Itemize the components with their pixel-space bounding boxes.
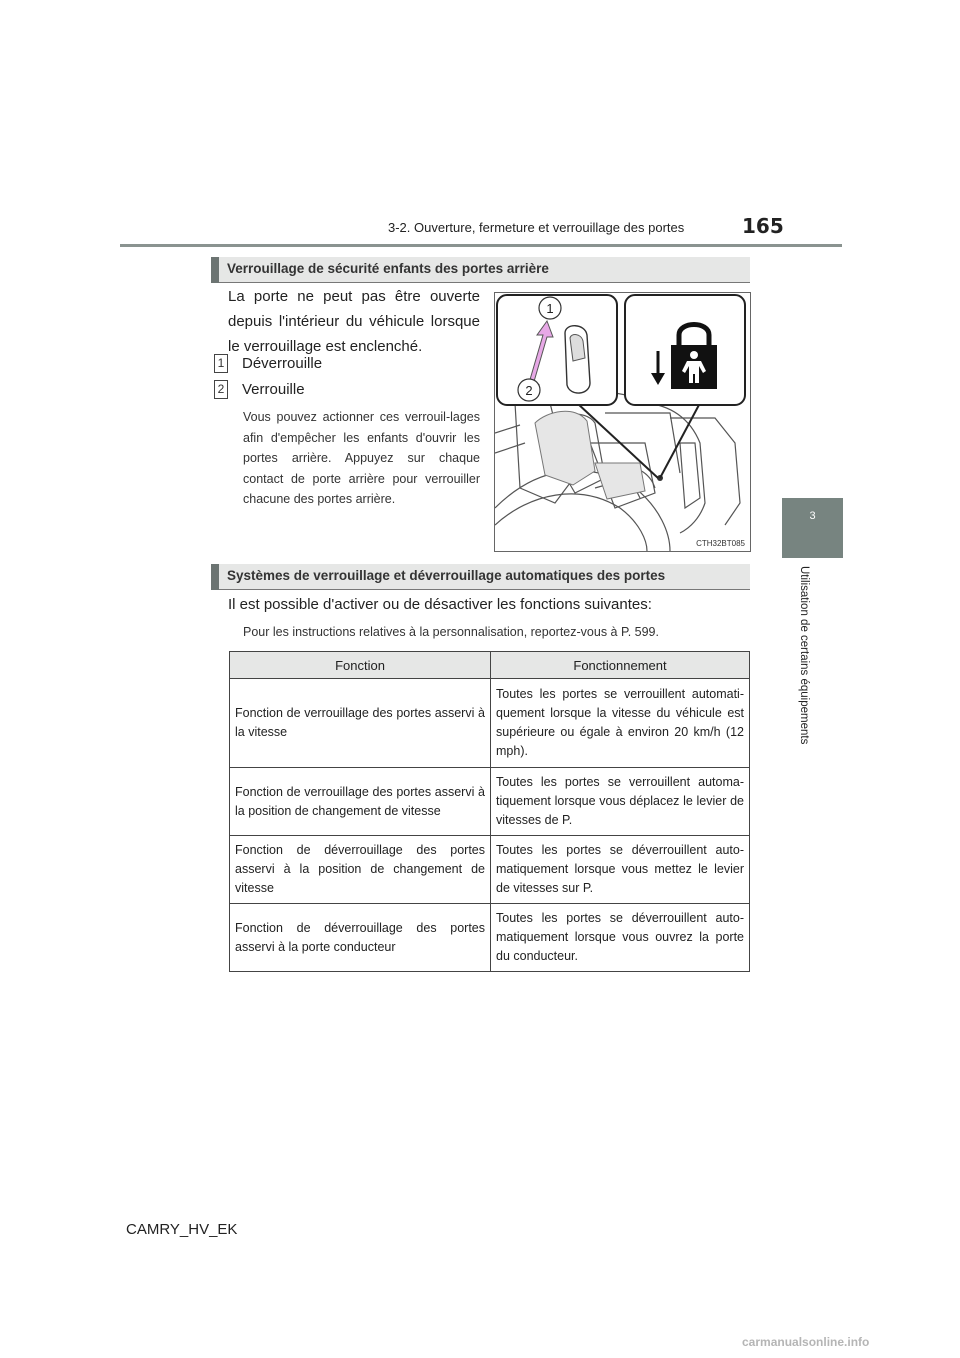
- table-cell-function: Fonction de déverrouillage des portes asservi à la position de changement de vitesse: [230, 836, 491, 904]
- watermark-text: carmanualsonline.info: [742, 1335, 870, 1349]
- auto-lock-heading-text: Systèmes de verrouillage et déverrouillage automatiques des portes: [227, 568, 666, 583]
- auto-lock-heading: [211, 564, 750, 590]
- list-item-label: Verrouille: [242, 381, 305, 398]
- child-lock-illustration: [494, 292, 751, 552]
- page-number: 165: [742, 214, 784, 238]
- list-item-label: Déverrouille: [242, 355, 323, 372]
- callout-line-right: [660, 403, 700, 478]
- child-lock-heading-text: Verrouillage de sécurité enfants des portes arrière: [227, 261, 549, 276]
- table-row: [230, 768, 750, 836]
- table-row: [230, 836, 750, 904]
- list-item-lock: [214, 380, 305, 399]
- header-rule: [120, 244, 842, 247]
- table-header-function: Fonction: [230, 652, 491, 679]
- function-table: [229, 651, 750, 972]
- chapter-tab-title: Utilisation de certains équipements: [798, 566, 810, 745]
- table-cell-operation: Toutes les portes se déverrouillent auto-matiquement lorsque vous ouvrez la porte du conducteur.: [491, 904, 750, 972]
- callout-2-label: 2: [525, 383, 533, 398]
- table-cell-operation: Toutes les portes se verrouillent automati-quement lorsque la vitesse du véhicule est supérieure ou égale à environ 20 km/h (12 mph).: [491, 679, 750, 768]
- figure-code: CTH32BT085: [696, 539, 745, 548]
- table-cell-operation: Toutes les portes se verrouillent automa-tiquement lorsque vous déplacez le levier de vitesses de P.: [491, 768, 750, 836]
- chapter-tab: [782, 498, 843, 558]
- child-lock-heading: [211, 257, 750, 283]
- table-row: [230, 904, 750, 972]
- table-cell-function: Fonction de verrouillage des portes asservi à la vitesse: [230, 679, 491, 768]
- page-header: [0, 0, 960, 250]
- list-item-unlock: [214, 354, 322, 373]
- child-lock-note: Vous pouvez actionner ces verrouil-lages afin d'empêcher les enfants d'ouvrir les portes arrière. Appuyez sur chaque contact de porte arrière pour verrouiller chacune des portes arrière.: [243, 410, 480, 506]
- table-cell-function: Fonction de déverrouillage des portes asservi à la porte conducteur: [230, 904, 491, 972]
- section-title: 3-2. Ouverture, fermeture et verrouillage des portes: [388, 220, 685, 235]
- door-illustration-svg: [495, 293, 750, 551]
- heading-marker: [211, 564, 219, 590]
- table-header-row: [230, 652, 750, 679]
- footer-model-code: CAMRY_HV_EK: [126, 1221, 238, 1238]
- callout-number-2: 2: [214, 380, 228, 399]
- table-cell-operation: Toutes les portes se déverrouillent auto-matiquement lorsque vous mettez le levier de vitesses sur P.: [491, 836, 750, 904]
- table-row: [230, 679, 750, 768]
- auto-lock-intro: Il est possible d'activer ou de désactiver les fonctions suivantes:: [228, 596, 652, 613]
- child-lock-intro: La porte ne peut pas être ouverte depuis l'intérieur du véhicule lorsque le verrouillage est enclenché.: [228, 288, 480, 355]
- auto-lock-note: Pour les instructions relatives à la personnalisation, reportez-vous à P. 599.: [243, 625, 659, 639]
- chapter-tab-number: 3: [809, 510, 816, 522]
- callout-1-label: 1: [546, 301, 554, 316]
- heading-marker: [211, 257, 219, 283]
- table-header-operation: Fonctionnement: [491, 652, 750, 679]
- table-cell-function: Fonction de verrouillage des portes asservi à la position de changement de vitesse: [230, 768, 491, 836]
- callout-number-1: 1: [214, 354, 228, 373]
